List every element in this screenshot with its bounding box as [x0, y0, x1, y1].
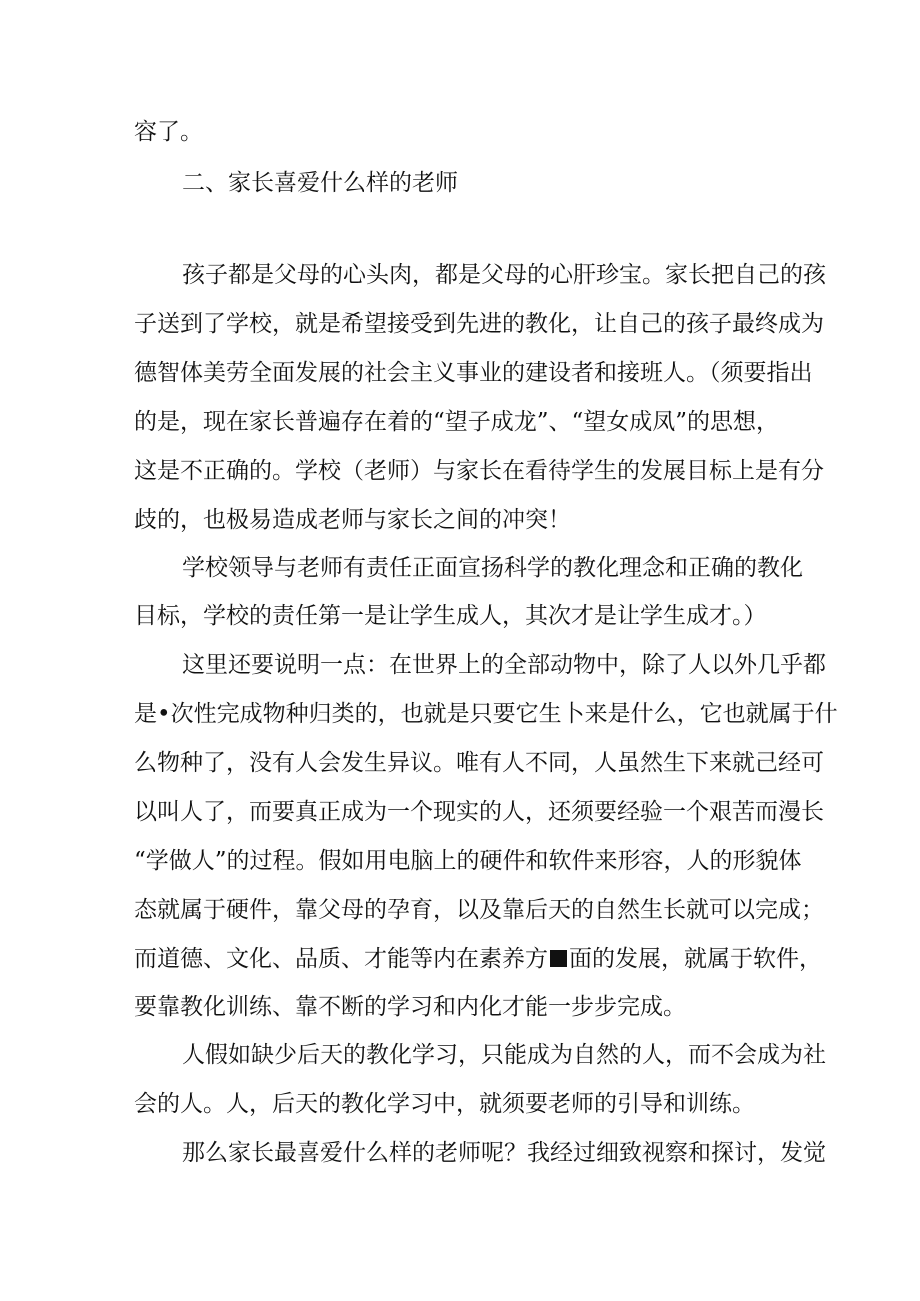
text-line-4: 子送到了学校，就是希望接受到先进的教化，让自己的孩子最终成为 — [134, 311, 824, 337]
text-line-7: 这是不正确的。学校（老师）与家长在看待学生的发展目标上是有分 — [134, 458, 824, 484]
text-line-14: 以叫人了，而要真正成为一个现实的人，还须要经验一个艰苦而漫长 — [134, 799, 824, 825]
text-line-21: 那么家长最喜爱什么样的老师呢？我经过细致视察和探讨，发觉 — [182, 1140, 826, 1166]
text-line-16: 态就属于硬件，靠父母的孕育，以及靠后天的自然生长就可以完成； — [134, 897, 824, 923]
text-line-17 — [134, 944, 822, 974]
text-line-10: 目标，学校的责任第一是让学生成人，其次才是让学生成才。） — [134, 603, 767, 629]
text-line-8: 歧的，也极易造成老师与家长之间的冲突！ — [134, 507, 571, 533]
text-line-5: 德智体美劳全面发展的社会主义事业的建设者和接班人。（须要指出 — [134, 360, 813, 386]
text-line-19: 人假如缺少后天的教化学习，只能成为自然的人，而不会成为社 — [182, 1042, 826, 1068]
text-line-18: 要靠教化训练、靠不断的学习和内化才能一步步完成。 — [134, 994, 686, 1020]
text-line-1: 容了。 — [134, 119, 203, 145]
text-line-13: 么物种了，没有人会发生异议。唯有人不同，人虽然生下来就己经可 — [134, 750, 824, 776]
text-line-3: 孩子都是父母的心头肉，都是父母的心肝珍宝。家长把自己的孩 — [182, 262, 826, 288]
text-line-15: “学做人”的过程。假如用电脑上的硬件和软件来形容，人的形貌体 — [134, 848, 802, 874]
black-square-glyph — [550, 950, 567, 967]
text-line-11: 这里还要说明一点：在世界上的全部动物中，除了人以外几乎都 — [182, 652, 826, 678]
text-line-12: 是•次性完成物种归类的，也就是只要它生卜来是什么，它也就属于什 — [134, 701, 838, 727]
text-line-9: 学校领导与老师有责任正面宣扬科学的教化理念和正确的教化 — [182, 555, 803, 581]
text-line-17-part-2: 面的发展，就属于软件， — [569, 946, 822, 972]
text-line-17-part-1: 而道德、文化、品质、才能等内在素养方 — [134, 946, 548, 972]
section-heading: 二、家长喜爱什么样的老师 — [182, 170, 458, 196]
text-line-20: 会的人。人，后天的教化学习中，就须要老师的引导和训练。 — [134, 1091, 755, 1117]
text-line-6: 的是，现在家长普遍存在着的“望子成龙”、“望女成凤”的思想， — [134, 409, 780, 435]
